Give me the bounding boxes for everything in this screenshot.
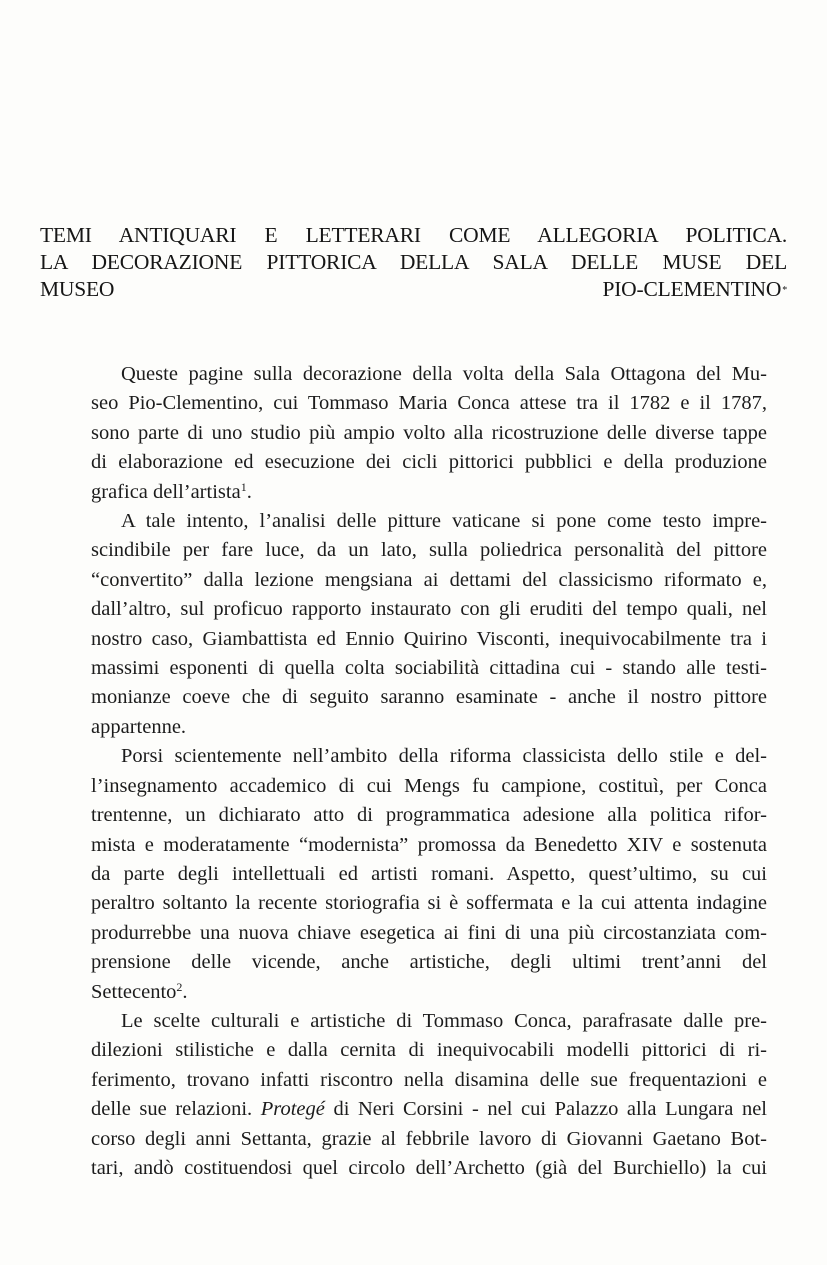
text-line: scindibile per fare luce, da un lato, sulla poliedrica personalità del pittore [91, 539, 767, 562]
text-line: nostro caso, Giambattista ed Ennio Quirino Visconti, inequivocabilmente tra i [91, 627, 767, 650]
text-line [91, 478, 767, 507]
footnote-ref-1[interactable]: 1 [240, 479, 247, 494]
text-line: corso degli anni Settanta, grazie al febbrile lavoro di Giovanni Gaetano Bot- [91, 1127, 767, 1150]
title-line-3 [40, 276, 787, 304]
text-line: appartenne. [91, 715, 187, 738]
text-fragment: . [246, 480, 252, 503]
text-line: trentenne, un dichiarato atto di programmatica adesione alla politica rifor- [91, 804, 767, 827]
text-line [91, 978, 767, 1007]
article-body [91, 360, 767, 1183]
paragraph-3 [91, 742, 767, 1007]
text-fragment: Settecento [91, 980, 177, 1003]
text-line: ferimento, trovano infatti riscontro nella disamina delle sue frequentazioni e [91, 1068, 767, 1091]
title-line-2: LA DECORAZIONE PITTORICA DELLA SALA DELLE MUSE DEL [40, 250, 787, 274]
text-line: Le scelte culturali e artistiche di Tommaso Conca, parafrasate dalle pre- [121, 1009, 767, 1032]
text-fragment: delle sue relazioni. [91, 1098, 253, 1121]
text-line: seo Pio-Clementino, cui Tommaso Maria Conca attese tra il 1782 e il 1787, [91, 392, 767, 415]
text-line: sono parte di uno studio più ampio volto alla ricostruzione delle diverse tappe [91, 421, 767, 444]
title-footnote-marker: * [782, 285, 787, 296]
paragraph-2 [91, 507, 767, 742]
text-line: mista e moderatamente “modernista” promossa da Benedetto XIV e sostenuta [91, 833, 767, 856]
text-line: dall’altro, sul proficuo rapporto instaurato con gli eruditi del tempo quali, nel [91, 598, 767, 621]
title-line-1: TEMI ANTIQUARI E LETTERARI COME ALLEGORIA POLITICA. [40, 223, 787, 247]
italic-term: Protegé [260, 1098, 325, 1121]
paragraph-4 [91, 1007, 767, 1183]
text-line [91, 1095, 767, 1124]
text-line: peraltro soltanto la recente storiografia si è soffermata e la cui attenta indagine [91, 892, 767, 915]
text-line: A tale intento, l’analisi delle pitture vaticane si pone come testo impre- [121, 510, 767, 533]
text-line: di elaborazione ed esecuzione dei cicli pittorici pubblici e della produzione [91, 451, 767, 474]
text-line: dilezioni stilistiche e dalla cernita di inequivocabili modelli pittorici di ri- [91, 1039, 767, 1062]
text-line: tari, andò costituendosi quel circolo dell’Archetto (già del Burchiello) la cui [91, 1156, 767, 1179]
footnote-ref-2[interactable]: 2 [176, 979, 183, 994]
paragraph-1 [91, 360, 767, 507]
text-fragment: grafica dell’artista [91, 480, 241, 503]
text-line: Queste pagine sulla decorazione della volta della Sala Ottagona del Mu- [121, 363, 767, 385]
title-line-3-text: MUSEO PIO-CLEMENTINO [40, 277, 782, 301]
text-line: massimi esponenti di quella colta sociabilità cittadina cui - stando alle testi- [91, 657, 767, 680]
text-line: l’insegnamento accademico di cui Mengs fu campione, costituì, per Conca [91, 774, 767, 797]
text-line: Porsi scientemente nell’ambito della riforma classicista dello stile e del- [121, 745, 767, 768]
text-fragment: . [182, 980, 188, 1003]
text-line: monianze coeve che di seguito saranno esaminate - anche il nostro pittore [91, 686, 767, 709]
text-fragment: di Neri Corsini - nel cui Palazzo alla Lungara nel [324, 1098, 767, 1121]
text-line: “convertito” dalla lezione mengsiana ai dettami del classicismo riformato e, [91, 568, 767, 591]
text-line: prensione delle vicende, anche artistiche, degli ultimi trent’anni del [91, 951, 767, 974]
text-line: produrrebbe una nuova chiave esegetica ai fini di una più circostanziata com- [91, 921, 767, 944]
text-line: da parte degli intellettuali ed artisti romani. Aspetto, quest’ultimo, su cui [91, 862, 767, 885]
article-title [40, 222, 787, 304]
